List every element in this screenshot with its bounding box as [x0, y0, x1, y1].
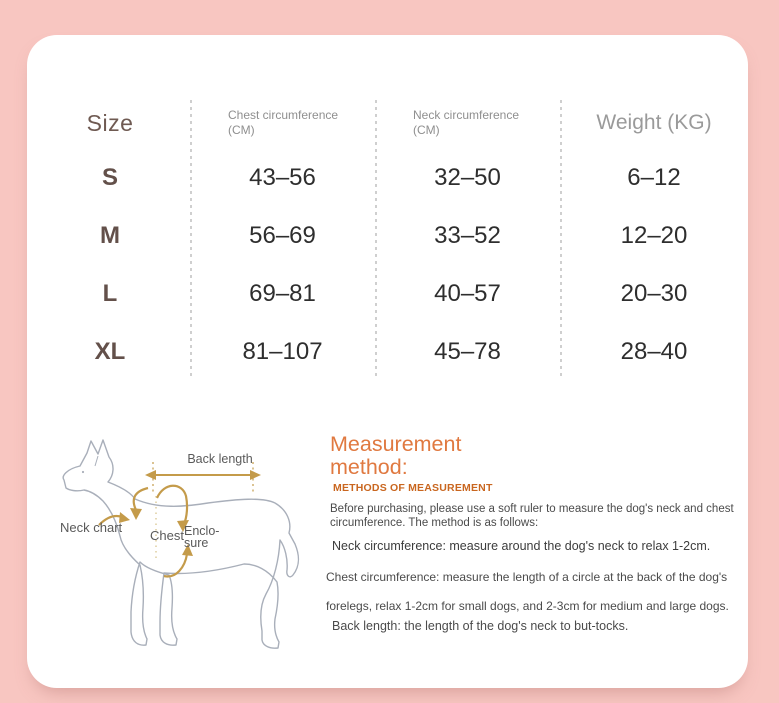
chest-circumference-instruction: Chest circumference: measure the length of a circle at the back of the dog's forelegs, relax 1-2cm for small dogs, and 2-3cm for medium and large dogs.: [326, 570, 729, 613]
row-label-l: L: [102, 280, 118, 307]
enclosure-label: Enclo-sure: [184, 524, 220, 550]
row-label-m: M: [100, 222, 120, 249]
column-header-neck-label: Neck circumference (CM): [413, 108, 520, 137]
row-label-s: S: [101, 164, 118, 191]
dog-eye-dot: [82, 471, 84, 473]
weight-value-xl: 28–40: [620, 338, 688, 365]
measurement-method-title: Measurement method:: [330, 432, 462, 479]
weight-value-s: 6–12: [627, 164, 681, 191]
back-length-label: Back length: [187, 452, 253, 466]
measurement-intro-text: Before purchasing, please use a soft ruler to measure the dog's neck and chest circumference. The method is as follows:: [330, 503, 734, 529]
chest-value-s: 43–56: [249, 164, 316, 191]
chest-label: Chest: [150, 528, 184, 543]
back-length-arrowhead-right: [250, 470, 261, 480]
column-header-chest-label: Chest circumference (CM): [228, 108, 339, 137]
chest-girth-arc: [157, 486, 187, 524]
column-header-weight: Weight (KG): [596, 111, 712, 134]
dog-ear-inner-line: [95, 456, 98, 466]
neck-value-s: 32–50: [434, 164, 501, 191]
neck-value-l: 40–57: [434, 280, 501, 307]
back-length-arrowhead-left: [145, 470, 156, 480]
dog-body-outline: [63, 440, 298, 648]
chest-value-m: 56–69: [249, 222, 316, 249]
neck-value-xl: 45–78: [434, 338, 501, 365]
column-header-size: Size: [86, 109, 134, 136]
column-header-chest: [190, 97, 375, 149]
column-header-neck: [375, 97, 560, 149]
chest-value-xl: 81–107: [242, 338, 323, 365]
neck-value-m: 33–52: [434, 222, 501, 249]
dog-outline-illustration: [42, 432, 322, 677]
row-label-xl: XL: [94, 338, 126, 365]
back-length-instruction: Back length: the length of the dog's neck to but-tocks.: [332, 619, 629, 633]
measurement-method-subtitle: METHODS OF MEASUREMENT: [333, 482, 493, 494]
neck-chart-label: Neck chart: [60, 520, 123, 535]
size-chart-table: [30, 97, 748, 381]
neck-circumference-instruction: Neck circumference: measure around the dog's neck to relax 1-2cm.: [332, 539, 711, 553]
dog-measurement-diagram: [42, 432, 322, 677]
weight-value-l: 20–30: [620, 280, 688, 307]
weight-value-m: 12–20: [620, 222, 688, 249]
neck-strap-arrowhead: [130, 508, 142, 520]
chest-value-l: 69–81: [249, 280, 316, 307]
